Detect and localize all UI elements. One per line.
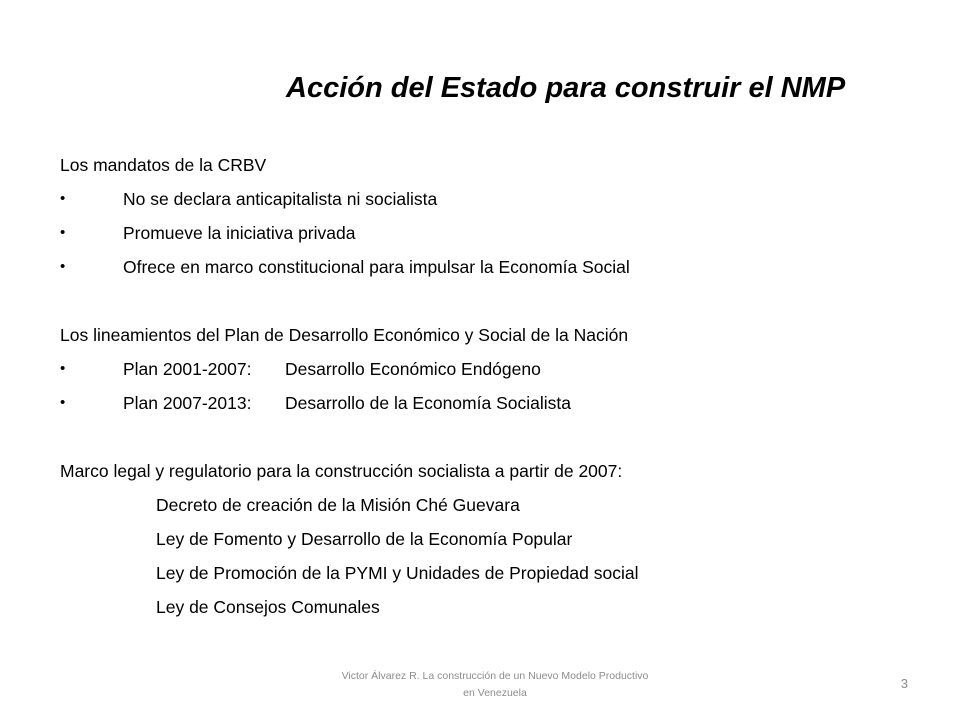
list-item: Ley de Fomento y Desarrollo de la Economía Popular — [156, 529, 573, 549]
section-heading-crbv: Los mandatos de la CRBV — [60, 155, 267, 175]
footer-line-2: en Venezuela — [463, 687, 527, 699]
plan-name: Desarrollo Económico Endógeno — [285, 359, 541, 379]
list-item-text: Promueve la iniciativa privada — [123, 223, 356, 243]
plan-period: Plan 2007-2013: — [123, 393, 252, 413]
list-item: Ley de Promoción de la PYMI y Unidades de Propiedad social — [156, 563, 639, 583]
section-heading-plan: Los lineamientos del Plan de Desarrollo Económico y Social de la Nación — [60, 325, 629, 345]
plan-name: Desarrollo de la Economía Socialista — [285, 393, 571, 413]
bullet-icon: • — [60, 224, 66, 241]
list-item-text: No se declara anticapitalista ni socialista — [123, 189, 438, 209]
page-number: 3 — [900, 676, 908, 691]
bullet-icon: • — [60, 190, 66, 207]
bullet-icon: • — [60, 360, 66, 377]
list-item — [60, 182, 920, 216]
slide-title: Acción del Estado para construir el NMP — [286, 72, 846, 104]
slide-body — [60, 148, 920, 624]
list-item — [60, 386, 920, 420]
list-item: Ley de Consejos Comunales — [156, 597, 380, 617]
section-heading-legal: Marco legal y regulatorio para la construcción socialista a partir de 2007: — [60, 461, 623, 481]
bullet-icon: • — [60, 258, 66, 275]
list-item — [60, 250, 920, 284]
footer-line-1: Victor Álvarez R. La construcción de un Nuevo Modelo Productivo — [341, 670, 649, 682]
list-item — [60, 352, 920, 386]
list-item: Decreto de creación de la Misión Ché Guevara — [156, 495, 520, 515]
list-item-text: Ofrece en marco constitucional para impulsar la Economía Social — [123, 257, 630, 277]
slide-footer — [300, 668, 690, 702]
bullet-icon: • — [60, 394, 66, 411]
plan-period: Plan 2001-2007: — [123, 359, 252, 379]
list-item — [60, 216, 920, 250]
